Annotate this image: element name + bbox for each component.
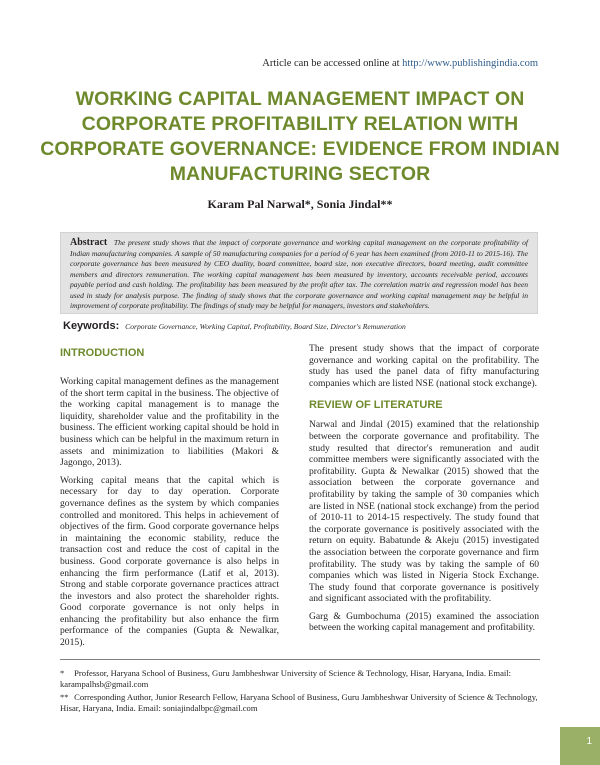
footnote-2 xyxy=(60,692,540,714)
footnote-1 xyxy=(60,668,540,690)
paper-title: WORKING CAPITAL MANAGEMENT IMPACT ON CORPORATE PROFITABILITY RELATION WITH CORPORATE GOVERNANCE: EVIDENCE FROM INDIAN MANUFACTURING SECTOR xyxy=(40,88,560,185)
footnote-mark: ** xyxy=(60,692,69,702)
access-text: Article can be accessed online at xyxy=(262,58,400,69)
footnote-mark: * xyxy=(60,668,65,678)
keywords-label: Keywords: xyxy=(63,320,120,332)
left-column xyxy=(60,344,279,655)
right-column xyxy=(309,343,539,640)
abstract-text: The present study shows that the impact of corporate governance and working capital management on the corporate profitability of Indian manufacturing companies. A sample of 50 manufacturing companies for a period of 6 year has been examined (from 2010-11 to 2015-16). The corporate governance has been measured by CEO duality, board committee, board size, non executive directors, board meeting, audit committee members and directors remuneration. The working capital management has been measured by inventory, accounts receivable period, accounts payable period and cash holding. The profitability has been measured by the profit after tax. The correlation matrix and regression model has been used in study for analysis purpose. The finding of study shows that the corporate governance and working capital management may be helpful in improvement of corporate profitability. The findings of study may be helpful for managers, investors and stakeholders. xyxy=(70,238,529,310)
introduction-heading: INTRODUCTION xyxy=(60,347,145,359)
intro-continued-paragraph: The present study shows that the impact of corporate governance and working capital on the profitability. The study has used the panel data of fifty manufacturing companies which are listed NSE (national stock exchange). xyxy=(309,343,539,389)
intro-paragraph-1: Working capital management defines as the management of the short term capital in the business. The objective of the working capital management is to manage the liquidity, shareholder value and the profitability in the business. The efficient working capital should be hold in business which can be helpful in the maximum return in assets and minimization to liabilities (Makori & Jagongo, 2013). xyxy=(60,376,279,469)
review-paragraph-1: Narwal and Jindal (2015) examined that the relationship between the corporate governance and profitability. The study resulted that director's remuneration and audit committee members were significantly associated with the profitability. Gupta & Newalkar (2015) showed that the association between the corporate governance and profitability by taking the sample of 30 companies which are listed in NSE (national stock exchange) from the period of 2010-11 to 2014-15 respectively. The study found that the corporate governance is positively associated with the return on equity. Babatunde & Akeju (2015) investigated the association between the corporate governance and firm profitability. The study was by taking the sample of 60 companies which was listed in Nigeria Stock Exchange. The study found that corporate governance is positively and significant associated with the profitability. xyxy=(309,419,539,605)
access-url-link[interactable]: http://www.publishingindia.com xyxy=(402,58,538,69)
review-heading: REVIEW OF LITERATURE xyxy=(309,399,443,412)
authors: Karam Pal Narwal*, Sonia Jindal** xyxy=(207,197,393,211)
page-number: 1 xyxy=(560,727,600,765)
keywords xyxy=(63,320,543,332)
keywords-text: Corporate Governance, Working Capital, Profitability, Board Size, Director's Remuneration xyxy=(125,322,406,331)
abstract-box xyxy=(60,232,538,314)
footnote-text: Corresponding Author, Junior Research Fellow, Haryana School of Business, Guru Jambheshwar University of Science & Technology, Hisar, Haryana, India. Email: soniajindalbpc@gmail.com xyxy=(60,692,538,713)
footnote-text: Professor, Haryana School of Business, Guru Jambheshwar University of Science & Technology, Hisar, Haryana, India. Email: karampalhsb@gmail.com xyxy=(60,668,512,689)
intro-paragraph-2: Working capital means that the capital which is necessary for day to day operation. Corporate governance defines as the system by which companies controlled and monitored. This helps in achievement of objectives of the firm. Good corporate governance helps in maintaining the economic stability, reduce the transaction cost and reduce the cost of capital in the business. Good corporate governance is also helps in enhancing the firm performance (Latif et al, 2013). Strong and stable corporate governance practices attract the investors and also protect the shareholder rights. Good corporate governance is not only helps in enhancing the profitability but also enhance the firm performance of the companies (Gupta & Newalkar, 2015). xyxy=(60,474,279,649)
footnote-divider xyxy=(60,659,540,660)
abstract-label: Abstract xyxy=(70,237,108,248)
review-paragraph-2: Garg & Gumbochuma (2015) examined the association between the working capital management and profitability. xyxy=(309,610,539,634)
access-line xyxy=(262,58,538,69)
